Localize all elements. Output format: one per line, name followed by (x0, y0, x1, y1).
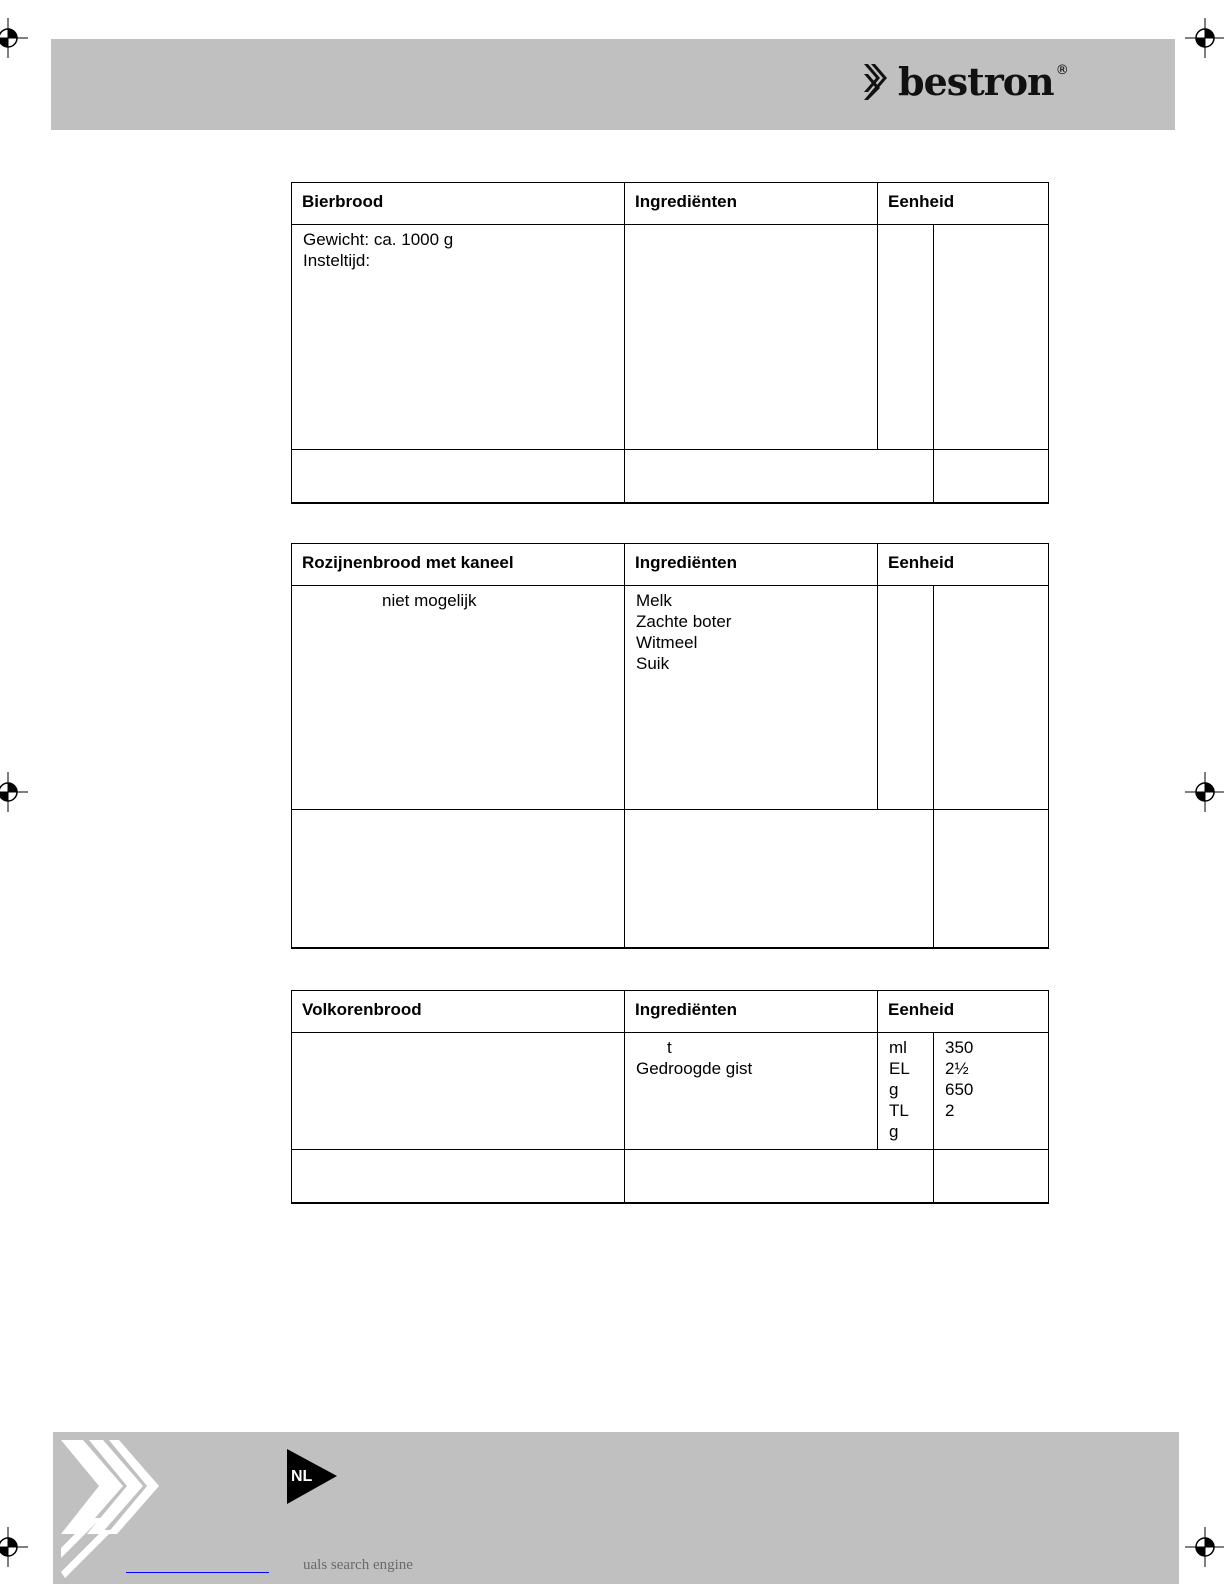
registration-mark-icon (1185, 1527, 1224, 1567)
units-cell (878, 1033, 934, 1150)
recipe-title: Rozijnenbrood met kaneel (292, 544, 625, 586)
note-cell (934, 450, 1049, 503)
brand-name: bestron (898, 59, 1054, 104)
footer-link[interactable] (126, 1572, 269, 1573)
ingredient-item: Zachte boter (636, 612, 732, 631)
registration-mark-icon (0, 18, 28, 58)
recipe-info (292, 225, 625, 450)
unit-header: Eenheid (878, 991, 1049, 1033)
note-cell (625, 1150, 934, 1203)
note-cell (934, 810, 1049, 948)
recipe-title: Volkorenbrood (292, 991, 625, 1033)
ingredients-cell (625, 1033, 878, 1150)
unit-item: g (889, 1122, 899, 1141)
units-cell (878, 586, 934, 810)
registration-mark-icon (0, 1527, 28, 1567)
language-badge: NL (291, 1468, 313, 1485)
ingredient-item: Melk (636, 591, 672, 610)
recipe-table-bierbrood (291, 182, 1049, 504)
ingredients-header: Ingrediënten (625, 991, 878, 1033)
recipe-info (292, 586, 625, 810)
amounts-cell (934, 1033, 1049, 1150)
amounts-cell (934, 586, 1049, 810)
recipe-table-rozijnenbrood (291, 543, 1049, 949)
units-cell (878, 225, 934, 450)
ingredient-item: t (667, 1038, 672, 1057)
footer-band (53, 1432, 1179, 1584)
note-cell (934, 1150, 1049, 1203)
footer-text: uals search engine (303, 1557, 413, 1573)
chevron-stripes-icon (61, 1438, 171, 1584)
ingredient-item: Witmeel (636, 633, 698, 652)
note-cell (292, 810, 625, 948)
ingredient-item: Gedroogde gist (636, 1059, 753, 1078)
chevrons-icon (862, 62, 892, 102)
note-cell (625, 450, 934, 503)
amount-item: 2½ (945, 1059, 969, 1078)
unit-item: EL (889, 1059, 910, 1078)
recipe-info (292, 1033, 625, 1150)
unit-header: Eenheid (878, 544, 1049, 586)
amount-item: 350 (945, 1038, 974, 1057)
unit-item: ml (889, 1038, 907, 1057)
brand-logo (862, 60, 1069, 104)
info-line: Gewicht: ca. 1000 g (303, 230, 454, 249)
registration-mark-icon (1185, 772, 1224, 812)
ingredients-cell (625, 586, 878, 810)
info-line: Insteltijd: (303, 251, 371, 270)
note-cell (292, 1150, 625, 1203)
ingredient-item: Suik (636, 654, 670, 673)
recipe-table-volkorenbrood (291, 990, 1049, 1204)
amount-item: 2 (945, 1101, 955, 1120)
unit-item: TL (889, 1101, 909, 1120)
info-line: niet mogelijk (382, 591, 477, 610)
amount-item: 650 (945, 1080, 974, 1099)
unit-item: g (889, 1080, 899, 1099)
amounts-cell (934, 225, 1049, 450)
registration-mark-icon (1185, 18, 1224, 58)
note-cell (292, 450, 625, 503)
registration-mark-icon (0, 772, 28, 812)
unit-header: Eenheid (878, 183, 1049, 225)
recipe-title: Bierbrood (292, 183, 625, 225)
registered-mark: ® (1055, 62, 1069, 78)
ingredients-cell (625, 225, 878, 450)
note-cell (625, 810, 934, 948)
ingredients-header: Ingrediënten (625, 544, 878, 586)
ingredients-header: Ingrediënten (625, 183, 878, 225)
